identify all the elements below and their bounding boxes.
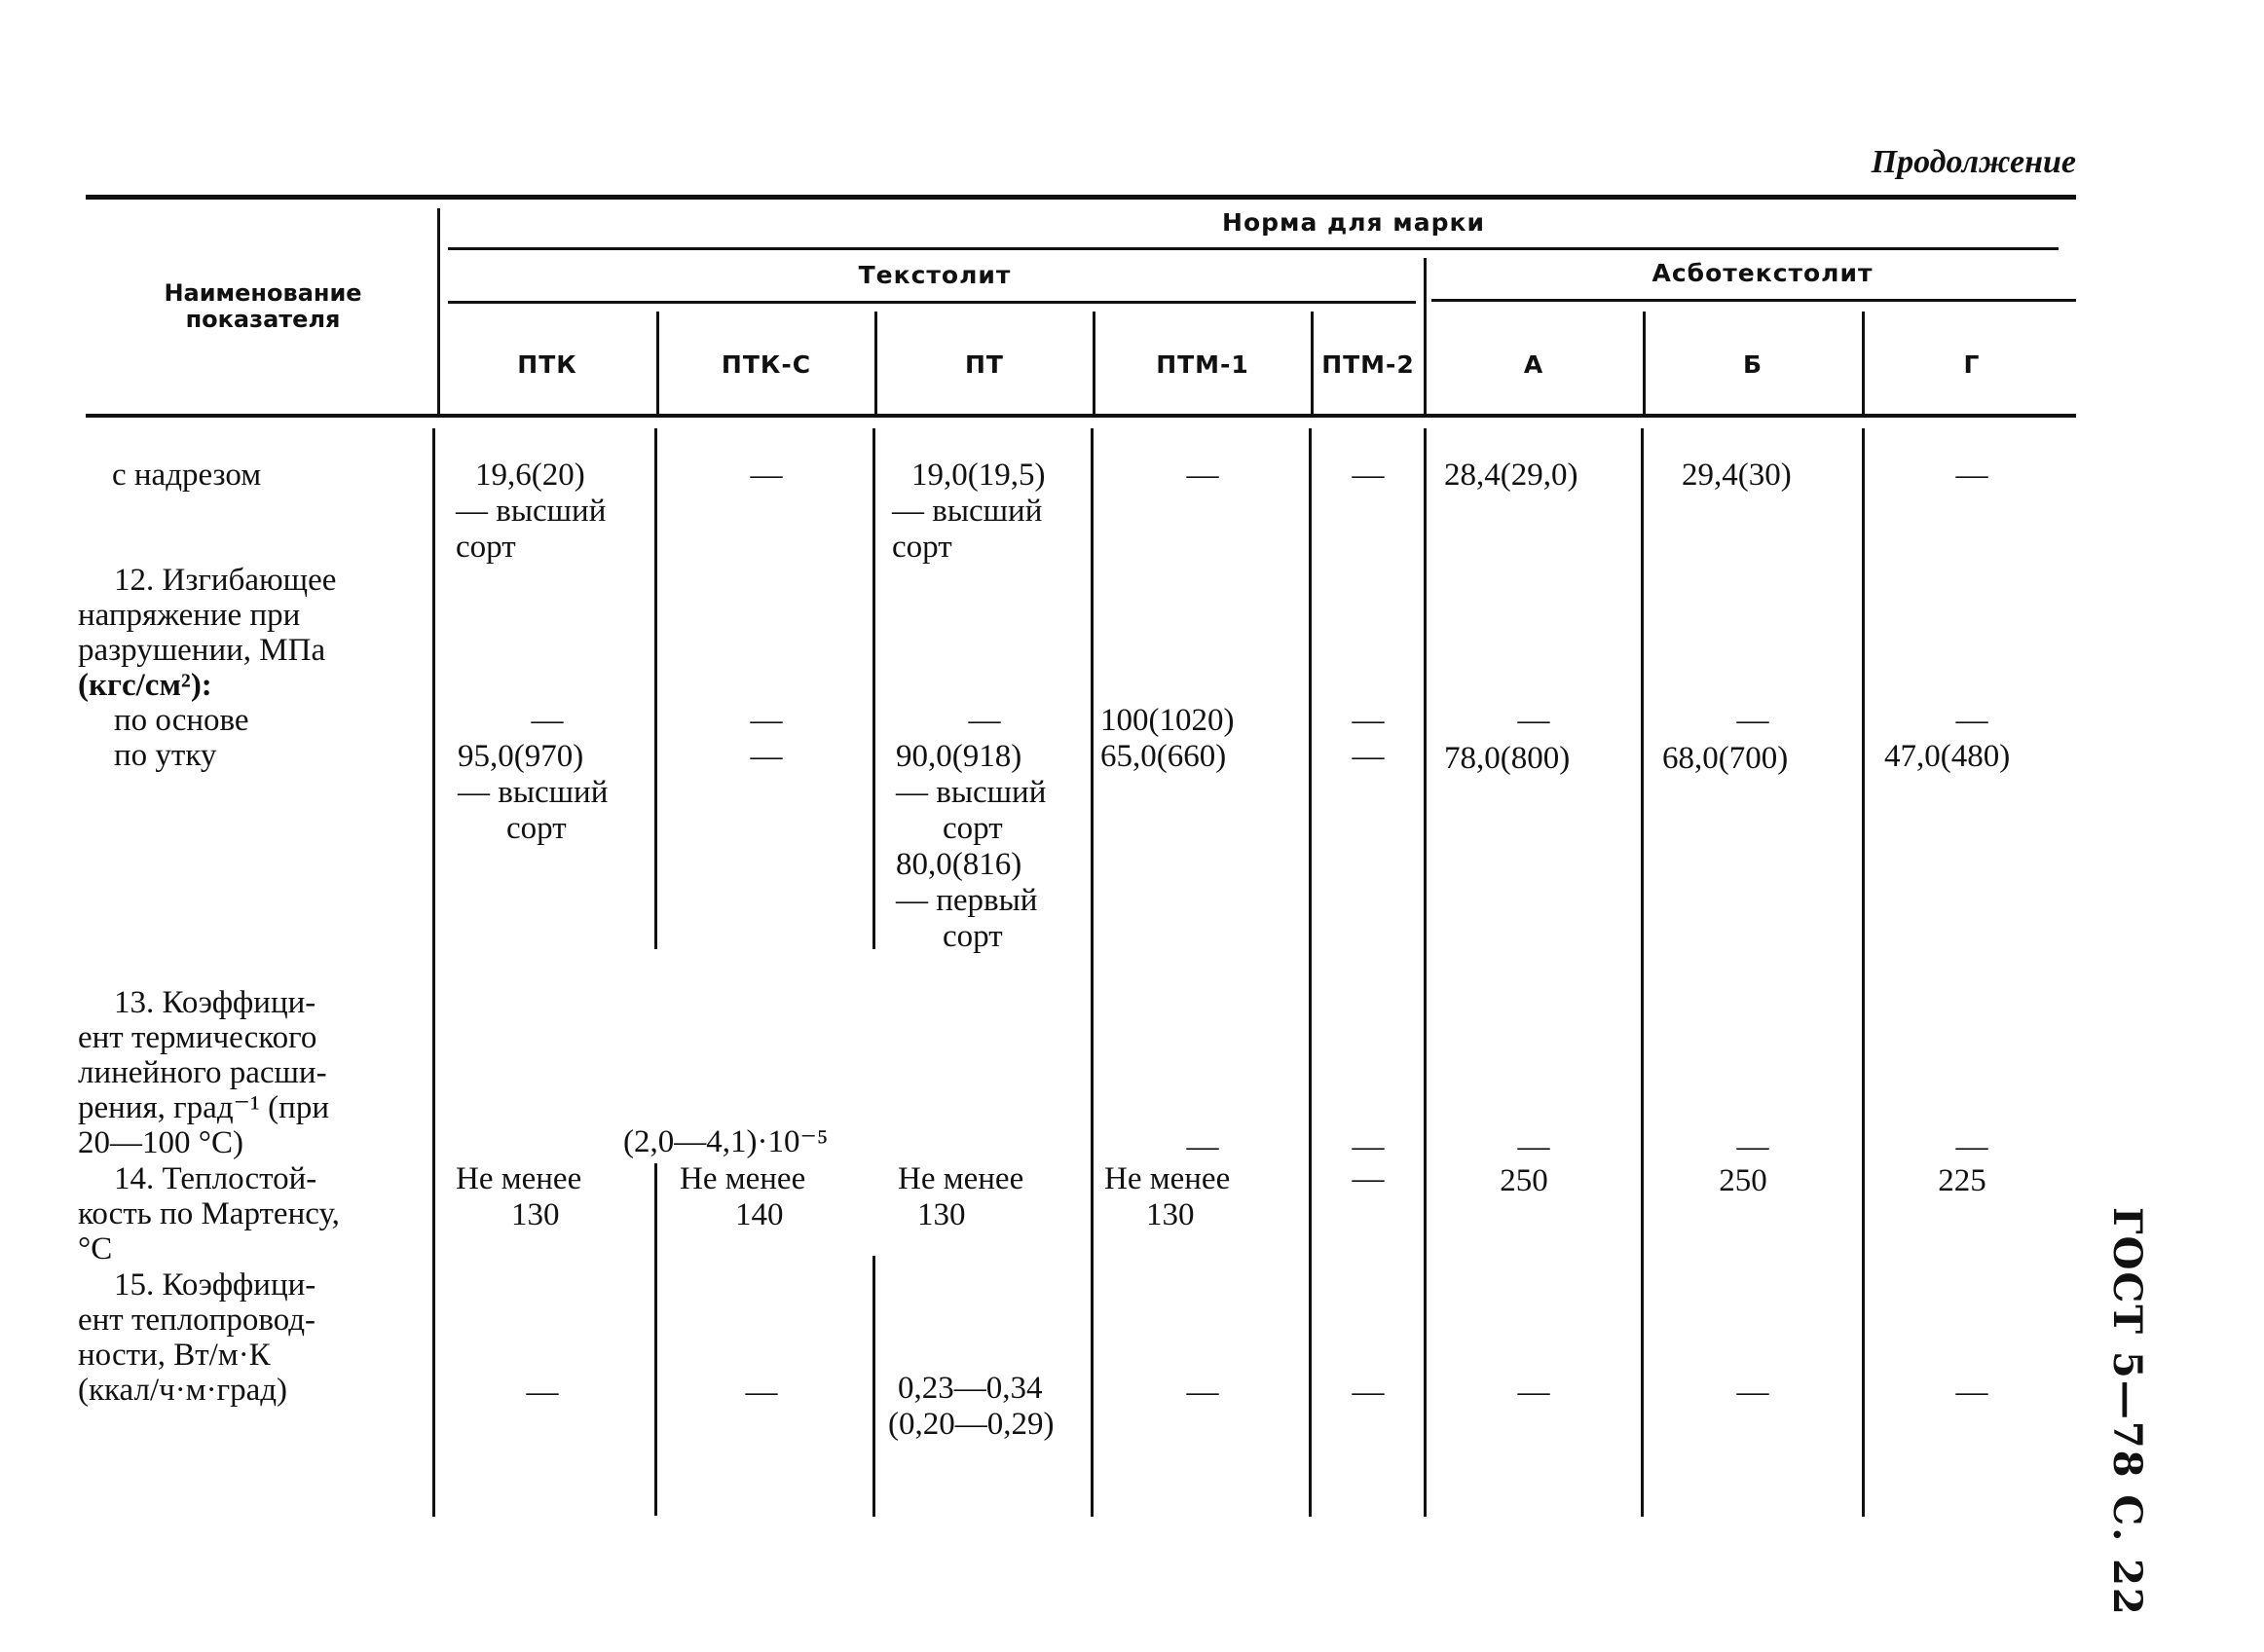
r15-ptm1: —: [1186, 1375, 1219, 1410]
row12-sub-weft: по утку: [114, 738, 217, 773]
r14-g: 225: [1938, 1163, 1986, 1198]
row12-label: [78, 563, 336, 773]
col-header-ptk: ПТК: [517, 350, 577, 379]
standard-page-label: ГОСТ 5—78 С. 22: [2104, 1207, 2150, 1617]
r13-b: —: [1736, 1129, 1769, 1164]
notched-ptm2: —: [1352, 458, 1385, 493]
body-vline-4: [1309, 428, 1312, 1517]
row14-label-line3: °С: [78, 1231, 113, 1267]
body-vline-3: [1091, 428, 1094, 1517]
r15-ptk: —: [526, 1375, 559, 1410]
r14-ptks: [680, 1161, 805, 1233]
r12-ptks-weft: —: [750, 739, 783, 774]
r12-pt-weft-grade2-word: сорт: [943, 919, 1003, 954]
r15-pt-legacy: (0,20—0,29): [888, 1407, 1055, 1442]
r15-ptm2: —: [1352, 1375, 1385, 1410]
row12-label-line1: 12. Изгибающее: [114, 563, 337, 598]
row15-label-line4: (ккал/ч·м·град): [78, 1373, 288, 1408]
row15-label-line3: ности, Вт/м·К: [78, 1338, 271, 1373]
r12-pt-weft-value1: 90,0(918): [896, 739, 1022, 774]
r14-ptm1: [1104, 1161, 1230, 1233]
notched-ptk-grade-word: сорт: [456, 530, 516, 565]
row13-label-line4: рения, град⁻¹ (при: [78, 1090, 329, 1125]
r12-ptm1-weft: 65,0(660): [1100, 739, 1227, 774]
row13-label-line2: ент термического: [78, 1020, 317, 1055]
header-vline-name: [437, 208, 440, 415]
r12-g-weft: 47,0(480): [1884, 739, 2011, 774]
body-vline-1a: [654, 428, 657, 949]
r14-ptk-num: 130: [511, 1197, 560, 1232]
row12-sub-warp: по основе: [114, 703, 249, 738]
notched-a: 28,4(29,0): [1444, 458, 1578, 493]
r14-ptk-text: Не менее: [456, 1161, 582, 1196]
notched-pt-value: 19,0(19,5): [911, 458, 1046, 493]
r12-b-warp: —: [1736, 703, 1769, 738]
r14-ptm1-num: 130: [1146, 1197, 1195, 1232]
group-rule-right: [1431, 299, 2076, 302]
row13-label: [78, 985, 329, 1160]
notched-ptk: [456, 458, 606, 566]
r12-a-warp: —: [1517, 703, 1550, 738]
col-header-ptks: ПТК-С: [721, 350, 812, 379]
r12-pt-weft-grade1-word: сорт: [943, 811, 1003, 846]
body-vline-7: [1862, 428, 1865, 1517]
header-vline-group: [1424, 258, 1427, 415]
r14-pt: [898, 1161, 1023, 1233]
r13-ptm1: —: [1186, 1129, 1219, 1164]
r14-a: 250: [1500, 1163, 1548, 1198]
row15-label-line1: 15. Коэффици-: [114, 1267, 316, 1303]
notched-ptm1: —: [1186, 458, 1219, 493]
col-header-a: А: [1523, 350, 1544, 379]
r12-b-weft: 68,0(700): [1662, 741, 1789, 776]
r12-pt-warp: —: [968, 703, 1001, 738]
r12-ptks-warp: —: [750, 703, 783, 738]
top-rule: [86, 195, 2076, 200]
r14-ptm2: —: [1352, 1161, 1385, 1196]
r12-ptk-weft: [458, 739, 608, 847]
row14-label-line2: кость по Мартенсу,: [78, 1196, 340, 1231]
notched-pt-grade-word: сорт: [892, 530, 952, 565]
r12-ptk-weft-value: 95,0(970): [458, 739, 584, 774]
col-header-g: Г: [1963, 350, 1981, 379]
r13-a: —: [1517, 1129, 1550, 1164]
textolit-header: Текстолит: [858, 261, 1012, 289]
r12-ptm2-warp: —: [1352, 703, 1385, 738]
notched-b: 29,4(30): [1682, 458, 1792, 493]
row13-label-line1: 13. Коэффици-: [114, 985, 316, 1020]
row13-label-line3: линейного расши-: [78, 1055, 327, 1090]
row12-label-line3: разрушении, МПа: [78, 633, 326, 668]
col-header-b: Б: [1742, 350, 1763, 379]
r15-ptks: —: [745, 1375, 778, 1410]
header-bottom-rule: [86, 414, 2076, 418]
r14-b: 250: [1719, 1163, 1767, 1198]
r13-value: (2,0—4,1)·10⁻⁵: [623, 1124, 829, 1159]
norm-rule: [448, 247, 2059, 250]
body-vline-2b: [872, 1256, 875, 1517]
body-vline-5: [1424, 428, 1427, 1517]
r12-ptk-warp: —: [531, 703, 564, 738]
asbotextolit-header: Асботекстолит: [1652, 259, 1874, 287]
col-header-ptm1: ПТМ-1: [1156, 350, 1249, 379]
r12-g-warp: —: [1955, 703, 1988, 738]
body-vline-1b: [654, 1163, 657, 1516]
r12-pt-weft: [896, 739, 1046, 955]
row15-label: [78, 1267, 315, 1408]
row14-label: [78, 1161, 340, 1267]
r12-ptk-weft-grade: — высший: [458, 775, 609, 810]
indicator-name-header: Наименование показателя: [164, 279, 362, 333]
row13-label-line5: 20—100 °С): [78, 1125, 243, 1160]
r15-g: —: [1955, 1375, 1988, 1410]
row12-label-unit: (кгс/см²):: [78, 668, 212, 703]
row15-label-line2: ент теплопровод-: [78, 1303, 316, 1338]
body-vline-name: [432, 428, 435, 1517]
r14-ptks-num: 140: [735, 1197, 784, 1232]
r15-pt: [888, 1371, 1054, 1443]
notched-ptk-grade: — высший: [456, 494, 607, 529]
r14-ptks-text: Не менее: [680, 1161, 806, 1196]
notched-ptks: —: [750, 458, 783, 493]
r15-b: —: [1736, 1375, 1769, 1410]
col-header-pt: ПТ: [965, 350, 1004, 379]
r14-ptk: [456, 1161, 581, 1233]
r14-pt-text: Не менее: [898, 1161, 1024, 1196]
r12-pt-weft-value2: 80,0(816): [896, 847, 1022, 882]
r13-ptm2: —: [1352, 1129, 1385, 1164]
row14-label-line1: 14. Теплостой-: [114, 1161, 317, 1196]
notched-pt-grade: — высший: [892, 494, 1043, 529]
group-rule-left: [448, 301, 1416, 304]
col-header-ptm2: ПТМ-2: [1321, 350, 1415, 379]
r12-ptm1-warp: 100(1020): [1100, 703, 1235, 738]
norm-header: Норма для марки: [1222, 208, 1485, 237]
r12-a-weft: 78,0(800): [1444, 741, 1571, 776]
row12-label-line2: напряжение при: [78, 598, 301, 633]
notched-g: —: [1955, 458, 1988, 493]
notched-pt: [892, 458, 1045, 566]
r12-pt-weft-grade2: — первый: [896, 883, 1038, 918]
continuation-label: Продолжение: [1871, 144, 2076, 180]
r12-pt-weft-grade1: — высший: [896, 775, 1047, 810]
notched-ptk-value: 19,6(20): [475, 458, 585, 493]
r14-pt-num: 130: [917, 1197, 966, 1232]
r13-g: —: [1955, 1129, 1988, 1164]
r14-ptm1-text: Не менее: [1104, 1161, 1231, 1196]
r15-pt-si: 0,23—0,34: [898, 1371, 1043, 1406]
r12-ptk-weft-grade-word: сорт: [506, 811, 567, 846]
r15-a: —: [1517, 1375, 1550, 1410]
row-notched-label: с надрезом: [112, 458, 262, 493]
body-vline-6: [1641, 428, 1644, 1517]
body-vline-2: [872, 428, 875, 949]
r12-ptm2-weft: —: [1352, 739, 1385, 774]
